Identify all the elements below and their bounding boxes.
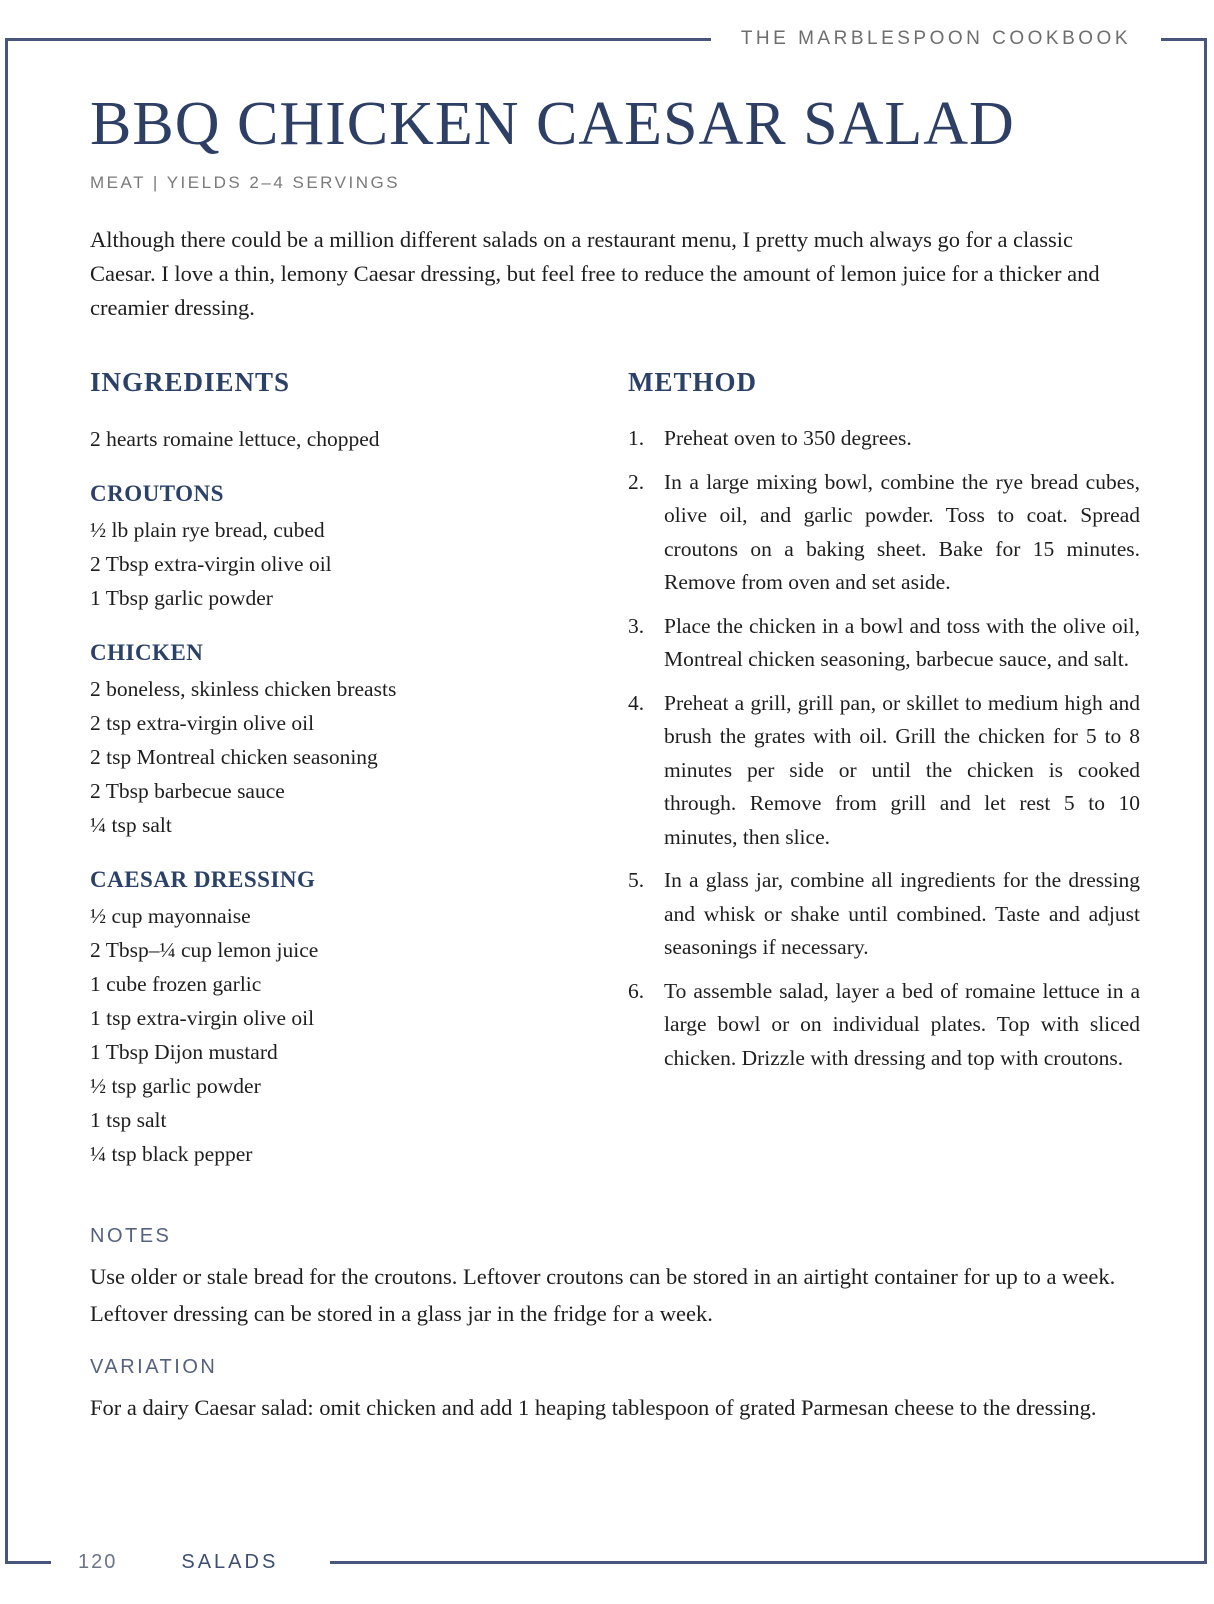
- header-rule-right: [1161, 38, 1207, 41]
- ingredient-item: 2 Tbsp–¼ cup lemon juice: [90, 938, 319, 963]
- ingredient-item: ¼ tsp black pepper: [90, 1142, 253, 1167]
- method-step: [628, 687, 1140, 855]
- step-text: Place the chicken in a bowl and toss with the olive oil, Montreal chicken seasoning, barbecue sauce, and salt.: [664, 613, 1140, 672]
- ingredient-group-croutons: [90, 481, 562, 615]
- method-step: [628, 864, 1140, 965]
- ingredient-item: 2 Tbsp extra-virgin olive oil: [90, 552, 332, 577]
- ingredients-heading: INGREDIENTS: [90, 367, 291, 398]
- variation-heading: VARIATION: [90, 1356, 218, 1379]
- ingredient-item: 2 boneless, skinless chicken breasts: [90, 677, 397, 702]
- step-text: To assemble salad, layer a bed of romaine lettuce in a large bowl or on individual plates. Top with sliced chicken. Drizzle with dressing and top with croutons.: [664, 978, 1140, 1070]
- ingredient-item: 1 tsp salt: [90, 1108, 167, 1133]
- method-step: [628, 975, 1140, 1076]
- ingredients-column: [90, 367, 562, 1171]
- variation-section: [90, 1356, 1140, 1426]
- ingredient-item: 1 cube frozen garlic: [90, 972, 262, 997]
- notes-section: [90, 1225, 1140, 1332]
- ingredient-group-heading: CHICKEN: [90, 640, 204, 666]
- ingredient-group-chicken: [90, 640, 562, 842]
- step-number: 5.: [628, 868, 645, 893]
- ingredient-item: 2 Tbsp barbecue sauce: [90, 779, 285, 804]
- page-footer: [5, 1549, 1207, 1575]
- cookbook-title: THE MARBLESPOON COOKBOOK: [740, 28, 1131, 49]
- notes-heading: NOTES: [90, 1225, 172, 1248]
- ingredient-group-caesar-dressing: [90, 867, 562, 1171]
- ingredient-item: 1 tsp extra-virgin olive oil: [90, 1006, 315, 1031]
- step-text: In a large mixing bowl, combine the rye bread cubes, olive oil, and garlic powder. Toss to coat. Spread croutons on a baking sheet. Bake for 15 minutes. Remove from oven and set aside.: [664, 469, 1140, 595]
- variation-text: For a dairy Caesar salad: omit chicken and add 1 heaping tablespoon of grated Parmesan cheese to the dressing.: [90, 1395, 1097, 1421]
- ingredient-item: 2 tsp extra-virgin olive oil: [90, 711, 315, 736]
- footer-rule-right: [330, 1561, 1207, 1564]
- page-number: 120: [78, 1550, 118, 1573]
- method-heading: METHOD: [628, 367, 758, 398]
- ingredient-item: 2 tsp Montreal chicken seasoning: [90, 745, 378, 770]
- ingredient-item: 1 Tbsp Dijon mustard: [90, 1040, 278, 1065]
- recipe-columns: [90, 367, 1140, 1171]
- step-text: Preheat a grill, grill pan, or skillet to medium high and brush the grates with oil. Grill the chicken for 5 to 8 minutes per side or until the chicken is cooked through. Remove from grill and let rest 5 to 10 minutes, then slice.: [664, 690, 1140, 849]
- page-content: [90, 38, 1140, 1426]
- ingredient-item: ½ lb plain rye bread, cubed: [90, 518, 325, 543]
- method-steps: [628, 422, 1140, 1075]
- method-column: [628, 367, 1140, 1171]
- step-number: 2.: [628, 469, 645, 494]
- ingredient-item: 1 Tbsp garlic powder: [90, 586, 273, 611]
- notes-text: Use older or stale bread for the croutons. Leftover croutons can be stored in an airtight container for up to a week. Leftover dressing can be stored in a glass jar in the fridge for a week.: [90, 1264, 1116, 1327]
- recipe-title: BBQ CHICKEN CAESAR SALAD: [90, 90, 1015, 158]
- step-text: In a glass jar, combine all ingredients for the dressing and whisk or shake until combined. Taste and adjust seasonings if necessary.: [664, 868, 1140, 960]
- step-text: Preheat oven to 350 degrees.: [664, 426, 912, 451]
- ingredient-item: ½ tsp garlic powder: [90, 1074, 261, 1099]
- intro-paragraph: Although there could be a million different salads on a restaurant menu, I pretty much always go for a classic Caesar. I love a thin, lemony Caesar dressing, but feel free to reduce the amount of lemon juice for a thicker and creamier dressing.: [90, 227, 1100, 321]
- method-step: [628, 422, 1140, 456]
- step-number: 1.: [628, 426, 645, 451]
- step-number: 6.: [628, 978, 645, 1003]
- footer-rule-left: [5, 1561, 51, 1564]
- step-number: 4.: [628, 690, 645, 715]
- ingredient-group-heading: CROUTONS: [90, 481, 224, 507]
- ingredient-item: ½ cup mayonnaise: [90, 904, 251, 929]
- method-step: [628, 466, 1140, 600]
- step-number: 3.: [628, 613, 645, 638]
- method-step: [628, 610, 1140, 677]
- footer-section-label: SALADS: [181, 1550, 279, 1573]
- ingredient-item: ¼ tsp salt: [90, 813, 172, 838]
- recipe-meta: MEAT | YIELDS 2–4 SERVINGS: [90, 173, 401, 193]
- ingredient-item: 2 hearts romaine lettuce, chopped: [90, 427, 380, 452]
- ingredient-group-heading: CAESAR DRESSING: [90, 867, 316, 893]
